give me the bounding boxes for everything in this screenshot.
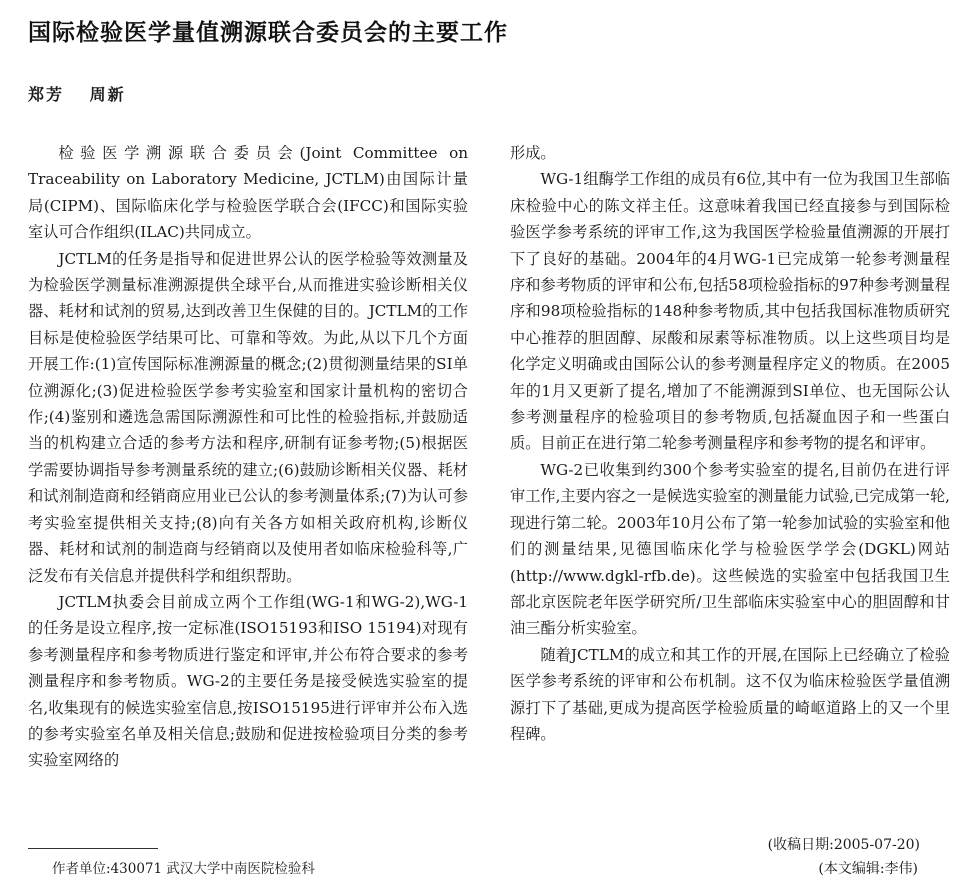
author-affiliation: 作者单位:430071 武汉大学中南医院检验科 [52, 861, 315, 877]
paragraph: 检验医学溯源联合委员会(Joint Committee on Traceability on Laboratory Medicine, JCTLM)由国际计量局(CIPM)、国际临床化学与检验医学联合会(IFCC)和国际实验室认可合作组织(ILAC)共同成立。 [28, 144, 468, 242]
author-name: 周新 [89, 85, 126, 104]
paragraph: JCTLM执委会目前成立两个工作组(WG-1和WG-2),WG-1的任务是设立程序,按一定标准(ISO15193和ISO 15194)对现有参考测量程序和参考物质进行鉴定和评审,并公布符合要求的参考测量程序和参考物质。WG-2的主要任务是接受候选实验室的提名,收集现有的候选实验室信息,按ISO15195进行评审并公布入选的参考实验室名单及相关信息;鼓励和促进按检验项目分类的参考实验室网络的 [28, 592, 468, 770]
left-column [28, 140, 468, 774]
paragraph: JCTLM的任务是指导和促进世界公认的医学检验等效测量及为检验医学测量标准溯源提供全球平台,从而推进实验诊断相关仪器、耗材和试剂的贸易,达到改善卫生保健的目的。JCTLM的工作目标是使检验医学结果可比、可靠和等效。为此,从以下几个方面开展工作:(1)宣传国际标准溯源量的概念;(2)贯彻测量结果的SI单位溯源化;(3)促进检验医学参考实验室和国家计量机构的密切合作;(4)鉴别和遴选急需国际溯源性和可比性的检验指标,并鼓励适当的机构建立合适的参考方法和程序,研制有证参考物;(5)根据医学需要协调指导参考测量系统的建立;(6)鼓励诊断相关仪器、耗材和试剂制造商和经销商应用业已公认的参考测量体系;(7)为认可参考实验室提供相关支持;(8)向有关各方如相关政府机构,诊断仪器、耗材和试剂的制造商与经销商以及使用者如临床检验科等,广泛发布有关信息并提供科学和组织帮助。 [28, 249, 468, 585]
paragraph: WG-2已收集到约300个参考实验室的提名,目前仍在进行评审工作,主要内容之一是候选实验室的测量能力试验,已完成第一轮,现进行第二轮。2003年10月公布了第一轮参加试验的实验室和他们的测量结果,见德国临床化学与检验医学学会(DGKL)网站(http://www.dgkl-rfb.de)。这些候选的实验室中包括我国卫生部北京医院老年医学研究所/卫生部临床实验室中心的胆固醇和甘油三酯分析实验室。 [510, 460, 950, 638]
paragraph: 形成。 [510, 144, 556, 162]
author-name: 郑芳 [28, 85, 65, 104]
editor-note: (本文编辑:李伟) [818, 861, 918, 877]
footnote-rule [28, 848, 158, 849]
right-column [510, 140, 950, 747]
received-date: (收稿日期:2005-07-20) [767, 837, 920, 853]
authors [28, 82, 126, 105]
paragraph: 随着JCTLM的成立和其工作的开展,在国际上已经确立了检验医学参考系统的评审和公布机制。这不仅为临床检验医学量值溯源打下了基础,更成为提高医学检验质量的崎岖道路上的又一个里程碑。 [510, 645, 950, 743]
article-title: 国际检验医学量值溯源联合委员会的主要工作 [28, 20, 508, 46]
paragraph: WG-1组酶学工作组的成员有6位,其中有一位为我国卫生部临床检验中心的陈文祥主任。这意味着我国已经直接参与到国际检验医学参考系统的评审工作,这为我国医学检验量值溯源的开展打下了良好的基础。2004年的4月WG-1已完成第一轮参考测量程序和参考物质的评审和公布,包括58项检验指标的97种参考测量程序和98项检验指标的148种参考物质,其中包括我国标准物质研究中心推荐的胆固醇、尿酸和尿素等标准物质。以上这些项目均是化学定义明确或由国际公认的参考测量程序定义的物质。在2005年的1月又更新了提名,增加了不能溯源到SI单位、也无国际公认参考测量程序的检验项目的参考物质,包括凝血因子和一些蛋白质。目前正在进行第二轮参考测量程序和参考物的提名和评审。 [510, 170, 950, 453]
